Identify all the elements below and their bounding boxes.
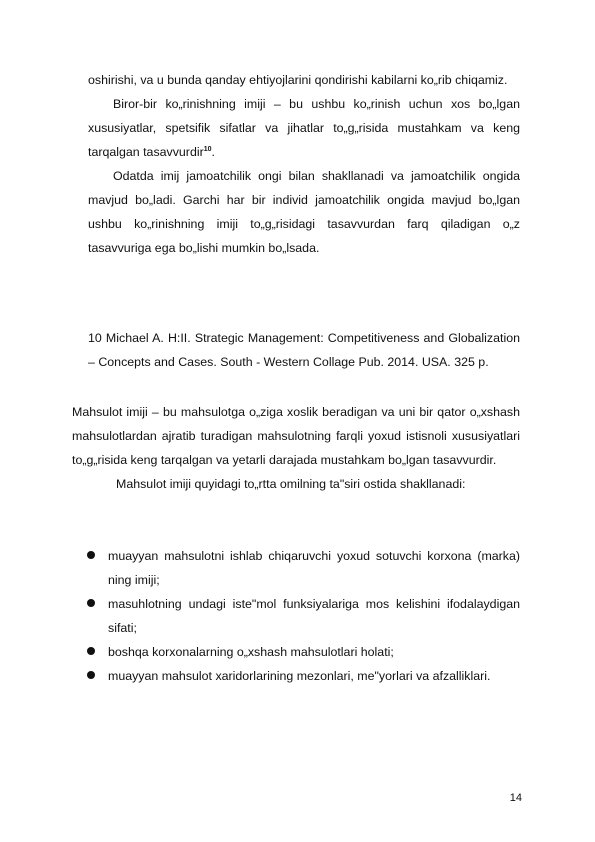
bullet-icon xyxy=(87,599,95,607)
footnote xyxy=(88,326,520,374)
paragraph-factors-intro: Mahsulot imiji quyidagi to„rtta omilning ta"siri ostida shakllanadi: xyxy=(116,477,466,491)
list-item xyxy=(88,664,520,688)
list-item-text: boshqa korxonalarning o„xshash mahsulotlari holati; xyxy=(108,645,394,659)
paragraph-end-mark: . xyxy=(211,145,215,159)
paragraph-continuation: oshirishi, va u bunda qanday ehtiyojlarini qondirishi kabilarni ko„rib chiqamiz. xyxy=(88,73,508,87)
bullet-icon xyxy=(87,551,95,559)
footnote-text: 10 Michael A. H:II. Strategic Management: Competitiveness and Globalization – Concepts and Cases. South - Western Collage Pub. 2014. USA. 325 p. xyxy=(88,331,520,369)
paragraph-product-image: Mahsulot imiji – bu mahsulotga o„ziga xoslik beradigan va uni bir qator o„xshash mahsulotlardan ajratib turadigan mahsulotning farqli yoxud istisnoli xususiyatlari to„g„risida keng tarqalgan va yetarli darajada mustahkam bo„lgan tasavvurdir. xyxy=(72,405,520,467)
list-item xyxy=(88,592,520,640)
main-text-block xyxy=(88,68,520,260)
list-item-text: muayyan mahsulot xaridorlarining mezonlari, me"yorlari va afzalliklari. xyxy=(108,669,491,683)
paragraph-image-definition-text: Biror-bir ko„rinishning imiji – bu ushbu ko„rinish uchun xos bo„lgan xususiyatlar, spetsifik sifatlar va jihatlar to„g„risida mustahkam va keng tarqalgan tasavvurdir xyxy=(88,97,520,159)
list-item-text: masuhlotning undagi iste"mol funksiyalariga mos kelishini ifodalaydigan sifati; xyxy=(108,597,520,635)
paragraph-public-opinion: Odatda imij jamoatchilik ongi bilan shakllanadi va jamoatchilik ongida mavjud bo„ladi. Garchi har bir individ jamoatchilik ongida mavjud bo„lgan ushbu ko„rinishning imiji to„g„risidagi tasavvurdan farq qiladigan o„z tasavvuriga ega bo„lishi mumkin bo„lsada. xyxy=(88,169,520,255)
bullet-icon xyxy=(87,647,95,655)
list-item xyxy=(88,640,520,664)
bullet-icon xyxy=(87,671,95,679)
factor-list xyxy=(88,544,520,688)
list-item xyxy=(88,544,520,592)
footnote-ref: 10 xyxy=(203,145,212,153)
page-number: 14 xyxy=(509,792,522,804)
list-item-text: muayyan mahsulotni ishlab chiqaruvchi yoxud sotuvchi korxona (marka) ning imiji; xyxy=(108,549,520,587)
product-image-section xyxy=(72,400,520,496)
paragraph-image-definition xyxy=(88,92,520,164)
